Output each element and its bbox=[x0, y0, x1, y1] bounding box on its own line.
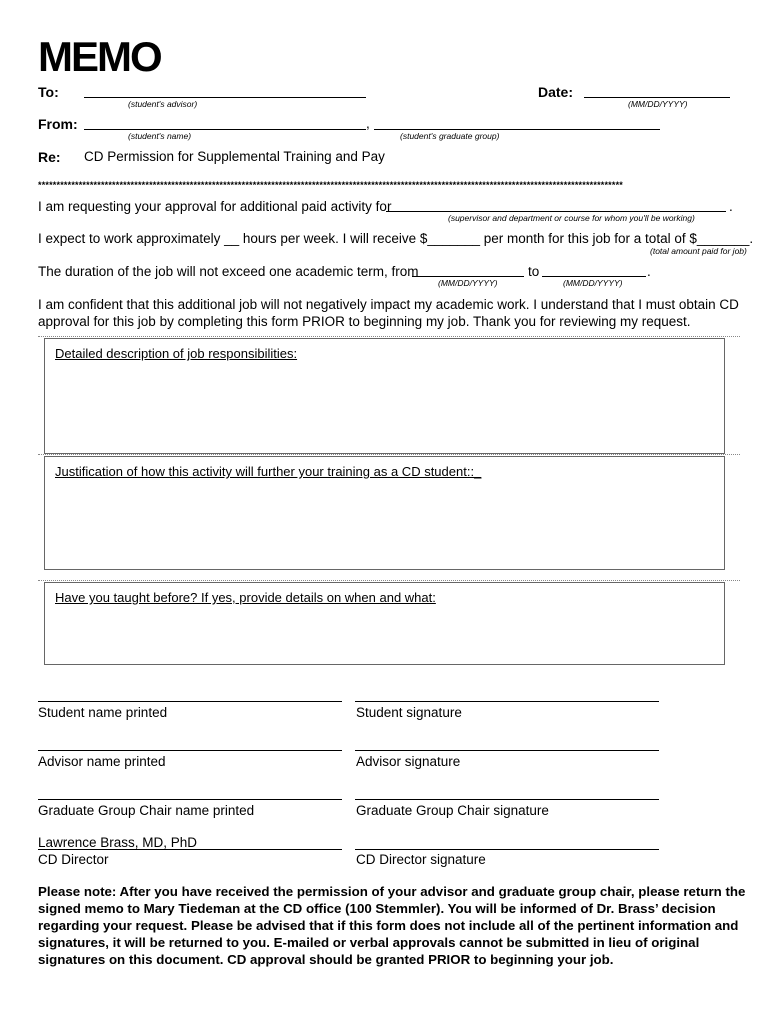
director-name: Lawrence Brass, MD, PhD bbox=[38, 835, 198, 850]
chair-signature-label: Graduate Group Chair signature bbox=[356, 803, 549, 818]
from-label: From: bbox=[38, 116, 78, 132]
group-caption: (student's graduate group) bbox=[400, 131, 500, 141]
from-field[interactable] bbox=[84, 129, 366, 130]
director-printed-line bbox=[38, 849, 342, 850]
advisor-printed-label: Advisor name printed bbox=[38, 754, 166, 769]
taught-label: Have you taught before? If yes, provide details on when and what: bbox=[55, 590, 436, 605]
start-date-caption: (MM/DD/YYYY) bbox=[438, 278, 498, 288]
director-signature-line[interactable] bbox=[355, 849, 659, 850]
responsibilities-box[interactable] bbox=[44, 338, 725, 454]
chair-signature-line[interactable] bbox=[355, 799, 659, 800]
memo-title: MEMO bbox=[38, 33, 161, 80]
chair-printed-line[interactable] bbox=[38, 799, 342, 800]
student-printed-label: Student name printed bbox=[38, 705, 168, 720]
divider bbox=[38, 336, 740, 337]
date-label: Date: bbox=[538, 84, 574, 100]
duration-end: . bbox=[647, 264, 651, 279]
to-label: To: bbox=[38, 84, 59, 100]
separator: ************************************************************************************************************************************************************** bbox=[38, 180, 623, 190]
responsibilities-label: Detailed description of job responsibilities: bbox=[55, 346, 298, 361]
justification-box[interactable] bbox=[44, 456, 725, 570]
start-date-field[interactable] bbox=[412, 276, 524, 277]
end-date-field[interactable] bbox=[542, 276, 646, 277]
from-caption: (student's name) bbox=[128, 131, 192, 141]
request-end: . bbox=[729, 199, 733, 214]
date-field[interactable] bbox=[584, 97, 730, 98]
advisor-printed-line[interactable] bbox=[38, 750, 342, 751]
end-date-caption: (MM/DD/YYYY) bbox=[563, 278, 623, 288]
date-caption: (MM/DD/YYYY) bbox=[628, 99, 688, 109]
divider bbox=[38, 454, 740, 455]
advisor-signature-line[interactable] bbox=[355, 750, 659, 751]
re-text: CD Permission for Supplemental Training and Pay bbox=[84, 149, 385, 164]
hours-text: I expect to work approximately __ hours per week. I will receive $_______ per month for this job for a total of $_______. bbox=[38, 231, 754, 246]
from-comma: , bbox=[366, 116, 370, 131]
advisor-signature-label: Advisor signature bbox=[356, 754, 461, 769]
supervisor-caption: (supervisor and department or course for whom you'll be working) bbox=[448, 213, 695, 223]
confidence-line-1: I am confident that this additional job will not negatively impact my academic work. I understand that I must obtain CD bbox=[38, 297, 739, 312]
duration-text: The duration of the job will not exceed one academic term, from bbox=[38, 264, 419, 279]
request-text: I am requesting your approval for additional paid activity for bbox=[38, 199, 392, 214]
director-signature-label: CD Director signature bbox=[356, 852, 486, 867]
director-title: CD Director bbox=[38, 852, 109, 867]
total-caption: (total amount paid for job) bbox=[650, 246, 747, 256]
taught-box[interactable] bbox=[44, 582, 725, 665]
student-signature-line[interactable] bbox=[355, 701, 659, 702]
divider bbox=[38, 580, 740, 581]
chair-printed-label: Graduate Group Chair name printed bbox=[38, 803, 255, 818]
graduate-group-field[interactable] bbox=[374, 129, 660, 130]
re-label: Re: bbox=[38, 149, 61, 165]
student-signature-label: Student signature bbox=[356, 705, 462, 720]
to-caption: (student's advisor) bbox=[128, 99, 198, 109]
confidence-line-2: approval for this job by completing this form PRIOR to beginning my job. Thank you for reviewing my request. bbox=[38, 314, 691, 329]
to-field[interactable] bbox=[84, 97, 366, 98]
please-note: Please note: After you have received the permission of your advisor and graduate group chair, please return the signed memo to Mary Tiedeman at the CD office (100 Stemmler). You will be informed of Dr. Brass’ decision regarding your request. Please be advised that if this form does not include all of the pertinent information and signatures, it will be returned to you. E-mailed or verbal approvals cannot be submitted in lieu of original signatures on this document. CD approval should be granted PRIOR to beginning your job. bbox=[38, 884, 746, 967]
student-printed-line[interactable] bbox=[38, 701, 342, 702]
justification-label: Justification of how this activity will further your training as a CD student::_ bbox=[55, 464, 482, 479]
supervisor-field[interactable] bbox=[386, 211, 726, 212]
duration-to: to bbox=[528, 264, 540, 279]
